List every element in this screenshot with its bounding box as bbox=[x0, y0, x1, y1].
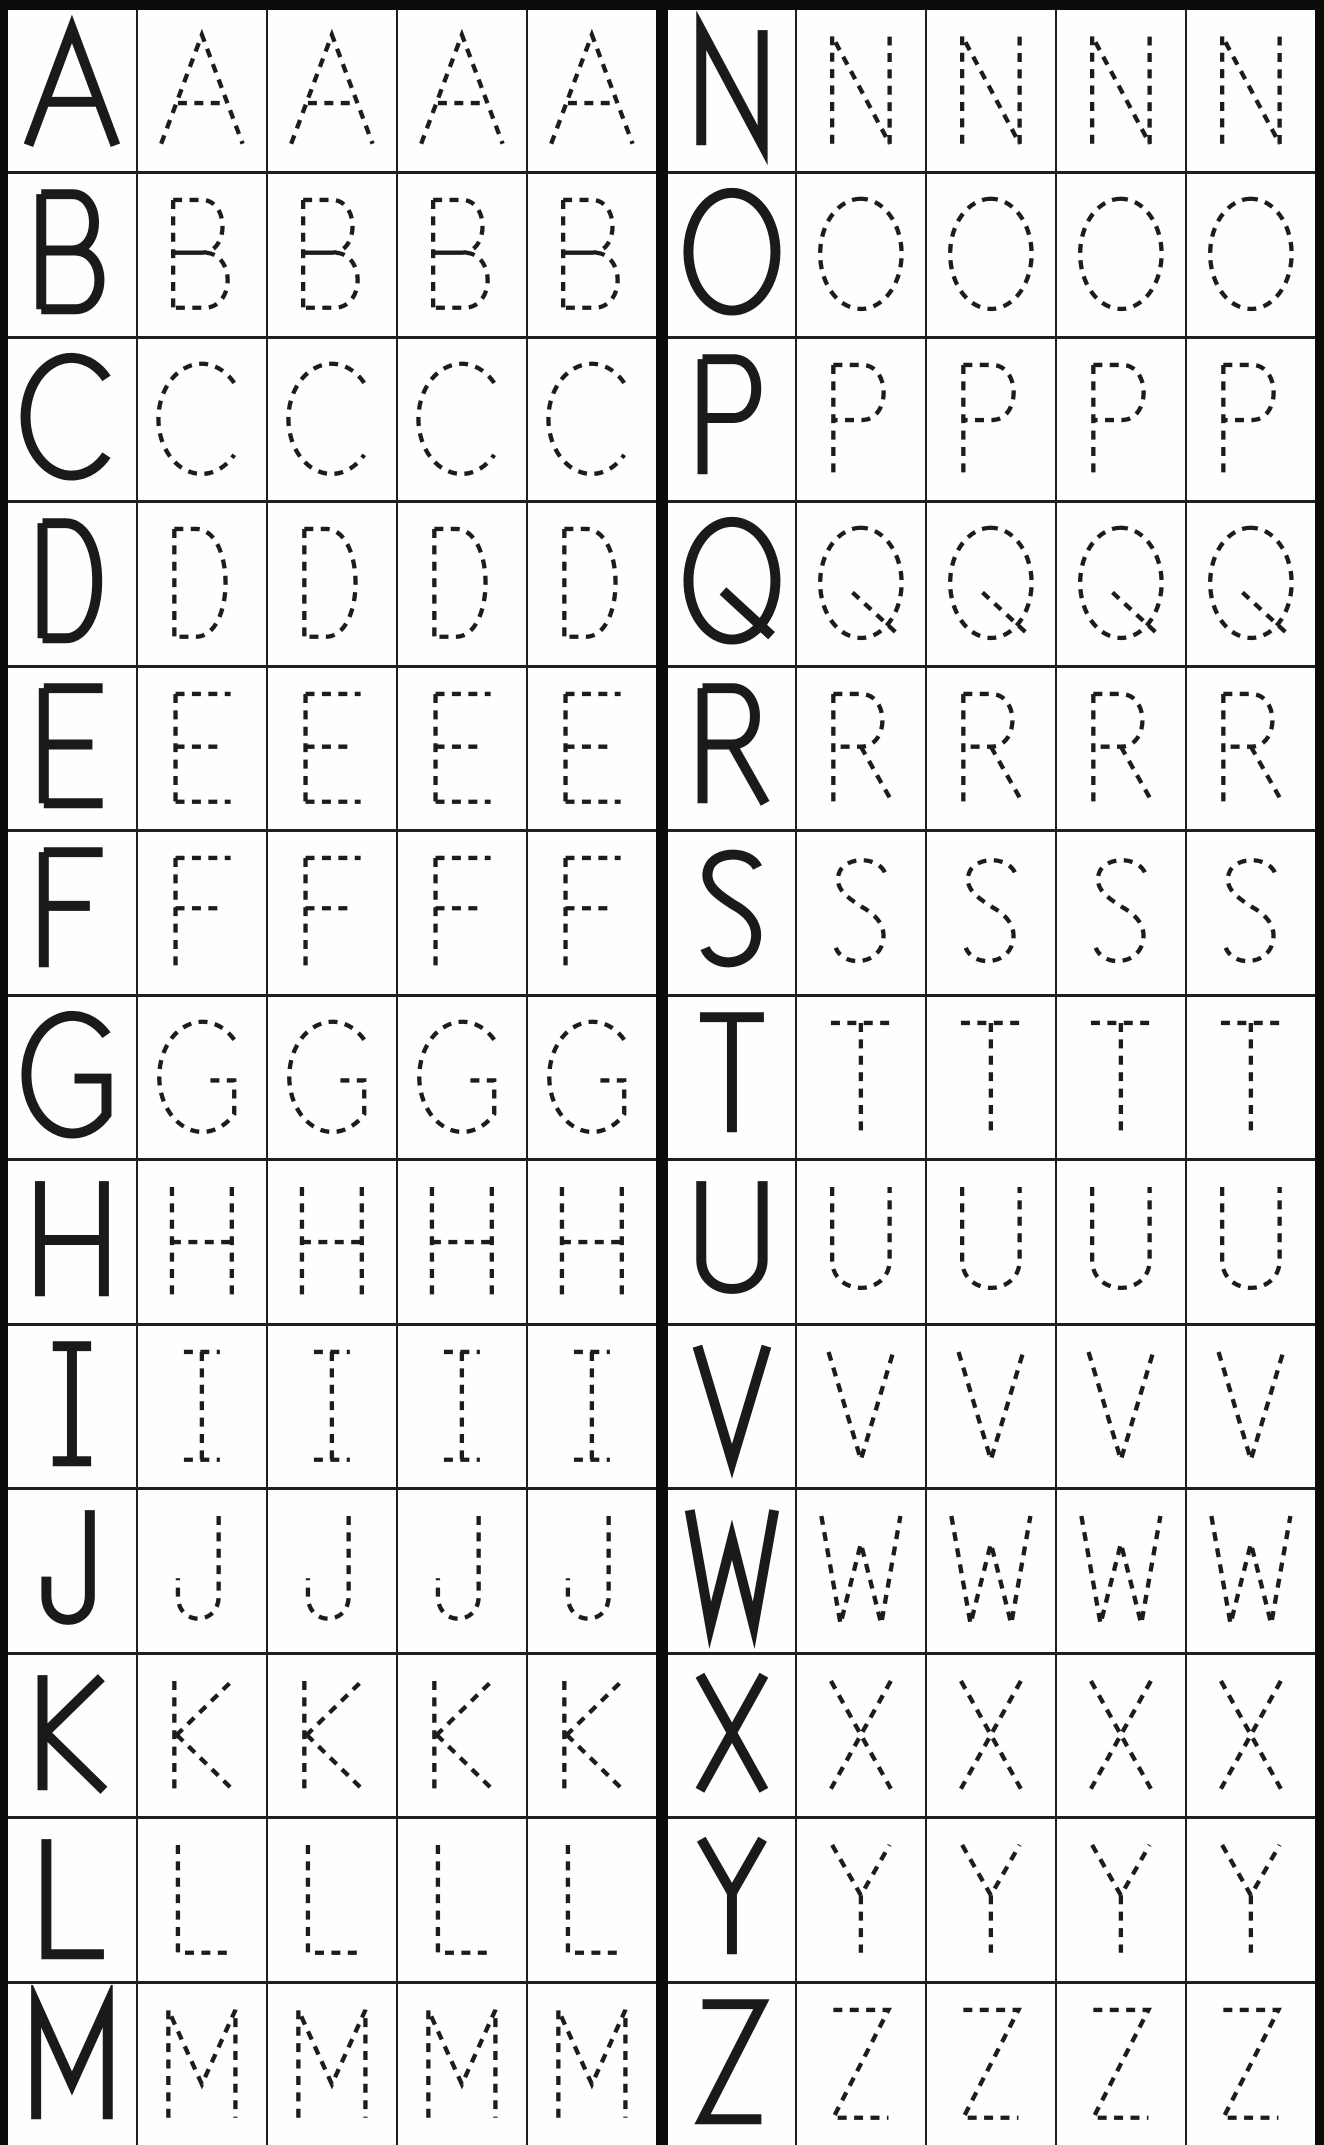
letter-Y-trace-glyph bbox=[931, 1827, 1051, 1971]
letter-N-trace-glyph bbox=[1191, 18, 1311, 162]
solid-letter-cell-G bbox=[8, 997, 136, 1158]
letter-L-solid-glyph bbox=[8, 1820, 136, 1980]
trace-letter-cell-L bbox=[528, 1819, 656, 1980]
trace-letter-cell-J bbox=[138, 1490, 266, 1651]
trace-letter-cell-X bbox=[797, 1655, 925, 1816]
trace-letter-cell-J bbox=[528, 1490, 656, 1651]
solid-letter-cell-K bbox=[8, 1655, 136, 1816]
trace-letter-cell-N bbox=[797, 10, 925, 171]
trace-letter-cell-N bbox=[927, 10, 1055, 171]
solid-letter-cell-S bbox=[668, 832, 796, 993]
letter-row-M bbox=[8, 1984, 656, 2145]
letter-row-W bbox=[668, 1490, 1316, 1651]
letter-R-trace-glyph bbox=[931, 676, 1051, 820]
letter-I-trace-glyph bbox=[142, 1334, 262, 1478]
letter-I-trace-glyph bbox=[532, 1334, 652, 1478]
trace-letter-cell-O bbox=[797, 174, 925, 335]
letter-Y-trace-glyph bbox=[801, 1827, 921, 1971]
letter-Y-trace-glyph bbox=[1061, 1827, 1181, 1971]
solid-letter-cell-E bbox=[8, 668, 136, 829]
letter-W-solid-glyph bbox=[668, 1491, 796, 1651]
trace-letter-cell-T bbox=[797, 997, 925, 1158]
letter-F-trace-glyph bbox=[532, 840, 652, 984]
letter-I-trace-glyph bbox=[402, 1334, 522, 1478]
letter-T-trace-glyph bbox=[1191, 1005, 1311, 1149]
letter-V-solid-glyph bbox=[668, 1327, 796, 1487]
letter-row-S bbox=[668, 832, 1316, 993]
trace-letter-cell-M bbox=[528, 1984, 656, 2145]
letter-W-trace-glyph bbox=[801, 1498, 921, 1642]
letter-K-trace-glyph bbox=[142, 1663, 262, 1807]
letter-Q-trace-glyph bbox=[931, 511, 1051, 655]
trace-letter-cell-B bbox=[528, 174, 656, 335]
trace-letter-cell-B bbox=[268, 174, 396, 335]
solid-letter-cell-C bbox=[8, 339, 136, 500]
right-panel bbox=[668, 10, 1316, 2145]
trace-letter-cell-L bbox=[398, 1819, 526, 1980]
letter-S-trace-glyph bbox=[1061, 840, 1181, 984]
letter-J-trace-glyph bbox=[272, 1498, 392, 1642]
trace-letter-cell-N bbox=[1187, 10, 1315, 171]
letter-row-R bbox=[668, 668, 1316, 829]
letter-U-trace-glyph bbox=[801, 1169, 921, 1313]
trace-letter-cell-H bbox=[268, 1161, 396, 1322]
trace-letter-cell-D bbox=[268, 503, 396, 664]
letter-X-solid-glyph bbox=[668, 1656, 796, 1816]
trace-letter-cell-U bbox=[927, 1161, 1055, 1322]
trace-letter-cell-W bbox=[1057, 1490, 1185, 1651]
letter-H-trace-glyph bbox=[272, 1169, 392, 1313]
letter-P-trace-glyph bbox=[1061, 347, 1181, 491]
letter-H-trace-glyph bbox=[532, 1169, 652, 1313]
letter-S-trace-glyph bbox=[801, 840, 921, 984]
letter-M-trace-glyph bbox=[532, 1992, 652, 2136]
letter-row-Z bbox=[668, 1984, 1316, 2145]
trace-letter-cell-A bbox=[528, 10, 656, 171]
trace-letter-cell-A bbox=[398, 10, 526, 171]
letter-L-trace-glyph bbox=[402, 1827, 522, 1971]
letter-I-solid-glyph bbox=[8, 1327, 136, 1487]
letter-D-trace-glyph bbox=[532, 511, 652, 655]
letter-N-trace-glyph bbox=[1061, 18, 1181, 162]
letter-C-trace-glyph bbox=[402, 347, 522, 491]
trace-letter-cell-P bbox=[797, 339, 925, 500]
letter-Q-trace-glyph bbox=[1191, 511, 1311, 655]
letter-S-solid-glyph bbox=[668, 833, 796, 993]
letter-row-F bbox=[8, 832, 656, 993]
trace-letter-cell-H bbox=[138, 1161, 266, 1322]
letter-A-trace-glyph bbox=[402, 18, 522, 162]
trace-letter-cell-F bbox=[138, 832, 266, 993]
trace-letter-cell-R bbox=[927, 668, 1055, 829]
letter-U-solid-glyph bbox=[668, 1162, 796, 1322]
letter-V-trace-glyph bbox=[1061, 1334, 1181, 1478]
letter-L-trace-glyph bbox=[142, 1827, 262, 1971]
trace-letter-cell-R bbox=[797, 668, 925, 829]
trace-letter-cell-Z bbox=[797, 1984, 925, 2145]
letter-N-trace-glyph bbox=[801, 18, 921, 162]
solid-letter-cell-B bbox=[8, 174, 136, 335]
letter-G-trace-glyph bbox=[142, 1005, 262, 1149]
letter-D-trace-glyph bbox=[272, 511, 392, 655]
trace-letter-cell-U bbox=[1187, 1161, 1315, 1322]
letter-O-trace-glyph bbox=[801, 182, 921, 326]
letter-R-trace-glyph bbox=[801, 676, 921, 820]
letter-F-trace-glyph bbox=[272, 840, 392, 984]
letter-row-K bbox=[8, 1655, 656, 1816]
letter-Q-trace-glyph bbox=[1061, 511, 1181, 655]
trace-letter-cell-Y bbox=[1187, 1819, 1315, 1980]
trace-letter-cell-M bbox=[138, 1984, 266, 2145]
trace-letter-cell-K bbox=[138, 1655, 266, 1816]
letter-E-trace-glyph bbox=[142, 676, 262, 820]
letter-U-trace-glyph bbox=[1061, 1169, 1181, 1313]
solid-letter-cell-A bbox=[8, 10, 136, 171]
letter-V-trace-glyph bbox=[801, 1334, 921, 1478]
solid-letter-cell-W bbox=[668, 1490, 796, 1651]
trace-letter-cell-S bbox=[797, 832, 925, 993]
letter-W-trace-glyph bbox=[1061, 1498, 1181, 1642]
letter-row-B bbox=[8, 174, 656, 335]
letter-P-solid-glyph bbox=[668, 340, 796, 500]
trace-letter-cell-R bbox=[1057, 668, 1185, 829]
letter-B-trace-glyph bbox=[532, 182, 652, 326]
trace-letter-cell-K bbox=[398, 1655, 526, 1816]
solid-letter-cell-R bbox=[668, 668, 796, 829]
trace-letter-cell-I bbox=[398, 1326, 526, 1487]
letter-D-solid-glyph bbox=[8, 504, 136, 664]
letter-I-trace-glyph bbox=[272, 1334, 392, 1478]
trace-letter-cell-Y bbox=[797, 1819, 925, 1980]
letter-L-trace-glyph bbox=[272, 1827, 392, 1971]
letter-Z-trace-glyph bbox=[1061, 1992, 1181, 2136]
letter-T-trace-glyph bbox=[1061, 1005, 1181, 1149]
letter-row-T bbox=[668, 997, 1316, 1158]
trace-letter-cell-W bbox=[1187, 1490, 1315, 1651]
letter-M-trace-glyph bbox=[142, 1992, 262, 2136]
trace-letter-cell-I bbox=[138, 1326, 266, 1487]
letter-H-trace-glyph bbox=[142, 1169, 262, 1313]
trace-letter-cell-A bbox=[268, 10, 396, 171]
trace-letter-cell-H bbox=[528, 1161, 656, 1322]
letter-Q-solid-glyph bbox=[668, 504, 796, 664]
letter-R-solid-glyph bbox=[668, 669, 796, 829]
letter-S-trace-glyph bbox=[931, 840, 1051, 984]
letter-A-trace-glyph bbox=[272, 18, 392, 162]
letter-T-solid-glyph bbox=[668, 998, 796, 1158]
solid-letter-cell-J bbox=[8, 1490, 136, 1651]
solid-letter-cell-D bbox=[8, 503, 136, 664]
trace-letter-cell-V bbox=[1187, 1326, 1315, 1487]
trace-letter-cell-F bbox=[528, 832, 656, 993]
trace-letter-cell-K bbox=[528, 1655, 656, 1816]
letter-row-N bbox=[668, 10, 1316, 171]
letter-G-trace-glyph bbox=[272, 1005, 392, 1149]
trace-letter-cell-E bbox=[138, 668, 266, 829]
letter-row-V bbox=[668, 1326, 1316, 1487]
letter-row-I bbox=[8, 1326, 656, 1487]
trace-letter-cell-O bbox=[1057, 174, 1185, 335]
trace-letter-cell-B bbox=[138, 174, 266, 335]
trace-letter-cell-H bbox=[398, 1161, 526, 1322]
trace-letter-cell-I bbox=[528, 1326, 656, 1487]
trace-letter-cell-T bbox=[1057, 997, 1185, 1158]
letter-B-trace-glyph bbox=[272, 182, 392, 326]
trace-letter-cell-D bbox=[398, 503, 526, 664]
letter-J-trace-glyph bbox=[142, 1498, 262, 1642]
trace-letter-cell-S bbox=[1057, 832, 1185, 993]
trace-letter-cell-Z bbox=[1057, 1984, 1185, 2145]
solid-letter-cell-X bbox=[668, 1655, 796, 1816]
letter-C-solid-glyph bbox=[8, 340, 136, 500]
trace-letter-cell-L bbox=[268, 1819, 396, 1980]
letter-N-trace-glyph bbox=[931, 18, 1051, 162]
letter-L-trace-glyph bbox=[532, 1827, 652, 1971]
letter-C-trace-glyph bbox=[142, 347, 262, 491]
trace-letter-cell-F bbox=[398, 832, 526, 993]
letter-W-trace-glyph bbox=[931, 1498, 1051, 1642]
letter-R-trace-glyph bbox=[1061, 676, 1181, 820]
letter-D-trace-glyph bbox=[402, 511, 522, 655]
trace-letter-cell-Q bbox=[1187, 503, 1315, 664]
letter-S-trace-glyph bbox=[1191, 840, 1311, 984]
letter-J-trace-glyph bbox=[532, 1498, 652, 1642]
trace-letter-cell-U bbox=[1057, 1161, 1185, 1322]
letter-A-trace-glyph bbox=[532, 18, 652, 162]
letter-M-trace-glyph bbox=[402, 1992, 522, 2136]
trace-letter-cell-C bbox=[398, 339, 526, 500]
trace-letter-cell-M bbox=[268, 1984, 396, 2145]
letter-K-trace-glyph bbox=[532, 1663, 652, 1807]
letter-F-trace-glyph bbox=[142, 840, 262, 984]
trace-letter-cell-O bbox=[927, 174, 1055, 335]
letter-X-trace-glyph bbox=[801, 1663, 921, 1807]
letter-Y-trace-glyph bbox=[1191, 1827, 1311, 1971]
letter-row-J bbox=[8, 1490, 656, 1651]
letter-X-trace-glyph bbox=[1191, 1663, 1311, 1807]
letter-B-trace-glyph bbox=[402, 182, 522, 326]
trace-letter-cell-I bbox=[268, 1326, 396, 1487]
trace-letter-cell-Q bbox=[797, 503, 925, 664]
letter-row-C bbox=[8, 339, 656, 500]
letter-A-trace-glyph bbox=[142, 18, 262, 162]
letter-B-trace-glyph bbox=[142, 182, 262, 326]
trace-letter-cell-V bbox=[927, 1326, 1055, 1487]
letter-D-trace-glyph bbox=[142, 511, 262, 655]
trace-letter-cell-C bbox=[528, 339, 656, 500]
letter-O-solid-glyph bbox=[668, 175, 796, 335]
center-divider bbox=[656, 10, 668, 2145]
letter-row-U bbox=[668, 1161, 1316, 1322]
letter-row-A bbox=[8, 10, 656, 171]
trace-letter-cell-U bbox=[797, 1161, 925, 1322]
letter-G-trace-glyph bbox=[532, 1005, 652, 1149]
letter-O-trace-glyph bbox=[931, 182, 1051, 326]
trace-letter-cell-Q bbox=[927, 503, 1055, 664]
letter-K-trace-glyph bbox=[272, 1663, 392, 1807]
trace-letter-cell-T bbox=[1187, 997, 1315, 1158]
solid-letter-cell-H bbox=[8, 1161, 136, 1322]
trace-letter-cell-W bbox=[927, 1490, 1055, 1651]
trace-letter-cell-Z bbox=[1187, 1984, 1315, 2145]
solid-letter-cell-Z bbox=[668, 1984, 796, 2145]
letter-E-solid-glyph bbox=[8, 669, 136, 829]
trace-letter-cell-Y bbox=[927, 1819, 1055, 1980]
letter-N-solid-glyph bbox=[668, 11, 796, 171]
trace-letter-cell-A bbox=[138, 10, 266, 171]
letter-T-trace-glyph bbox=[801, 1005, 921, 1149]
letter-Z-trace-glyph bbox=[931, 1992, 1051, 2136]
trace-letter-cell-K bbox=[268, 1655, 396, 1816]
trace-letter-cell-C bbox=[268, 339, 396, 500]
trace-letter-cell-G bbox=[138, 997, 266, 1158]
trace-letter-cell-P bbox=[1057, 339, 1185, 500]
trace-letter-cell-N bbox=[1057, 10, 1185, 171]
solid-letter-cell-O bbox=[668, 174, 796, 335]
letter-X-trace-glyph bbox=[1061, 1663, 1181, 1807]
letter-J-solid-glyph bbox=[8, 1491, 136, 1651]
solid-letter-cell-L bbox=[8, 1819, 136, 1980]
letter-B-solid-glyph bbox=[8, 175, 136, 335]
solid-letter-cell-Y bbox=[668, 1819, 796, 1980]
trace-letter-cell-J bbox=[268, 1490, 396, 1651]
letter-F-trace-glyph bbox=[402, 840, 522, 984]
trace-letter-cell-V bbox=[1057, 1326, 1185, 1487]
letter-O-trace-glyph bbox=[1061, 182, 1181, 326]
solid-letter-cell-I bbox=[8, 1326, 136, 1487]
letter-Y-solid-glyph bbox=[668, 1820, 796, 1980]
trace-letter-cell-T bbox=[927, 997, 1055, 1158]
trace-letter-cell-D bbox=[138, 503, 266, 664]
trace-letter-cell-S bbox=[927, 832, 1055, 993]
letter-row-P bbox=[668, 339, 1316, 500]
letter-row-G bbox=[8, 997, 656, 1158]
trace-letter-cell-C bbox=[138, 339, 266, 500]
trace-letter-cell-M bbox=[398, 1984, 526, 2145]
solid-letter-cell-V bbox=[668, 1326, 796, 1487]
letter-row-E bbox=[8, 668, 656, 829]
letter-W-trace-glyph bbox=[1191, 1498, 1311, 1642]
solid-letter-cell-Q bbox=[668, 503, 796, 664]
letter-V-trace-glyph bbox=[931, 1334, 1051, 1478]
trace-letter-cell-E bbox=[268, 668, 396, 829]
trace-letter-cell-L bbox=[138, 1819, 266, 1980]
letter-T-trace-glyph bbox=[931, 1005, 1051, 1149]
solid-letter-cell-U bbox=[668, 1161, 796, 1322]
trace-letter-cell-X bbox=[927, 1655, 1055, 1816]
letter-K-solid-glyph bbox=[8, 1656, 136, 1816]
trace-letter-cell-V bbox=[797, 1326, 925, 1487]
letter-G-trace-glyph bbox=[402, 1005, 522, 1149]
letter-row-D bbox=[8, 503, 656, 664]
letter-H-trace-glyph bbox=[402, 1169, 522, 1313]
trace-letter-cell-O bbox=[1187, 174, 1315, 335]
letter-row-O bbox=[668, 174, 1316, 335]
solid-letter-cell-M bbox=[8, 1984, 136, 2145]
letter-E-trace-glyph bbox=[402, 676, 522, 820]
trace-letter-cell-G bbox=[528, 997, 656, 1158]
letter-Z-trace-glyph bbox=[801, 1992, 921, 2136]
letter-E-trace-glyph bbox=[532, 676, 652, 820]
letter-row-Q bbox=[668, 503, 1316, 664]
letter-A-solid-glyph bbox=[8, 11, 136, 171]
trace-letter-cell-G bbox=[268, 997, 396, 1158]
letter-R-trace-glyph bbox=[1191, 676, 1311, 820]
letter-C-trace-glyph bbox=[272, 347, 392, 491]
letter-row-Y bbox=[668, 1819, 1316, 1980]
trace-letter-cell-G bbox=[398, 997, 526, 1158]
solid-letter-cell-P bbox=[668, 339, 796, 500]
trace-letter-cell-E bbox=[398, 668, 526, 829]
trace-letter-cell-P bbox=[927, 339, 1055, 500]
letter-M-trace-glyph bbox=[272, 1992, 392, 2136]
letter-G-solid-glyph bbox=[8, 998, 136, 1158]
letter-P-trace-glyph bbox=[801, 347, 921, 491]
trace-letter-cell-B bbox=[398, 174, 526, 335]
letter-Z-solid-glyph bbox=[668, 1985, 796, 2145]
trace-letter-cell-D bbox=[528, 503, 656, 664]
left-panel bbox=[8, 10, 656, 2145]
letter-row-H bbox=[8, 1161, 656, 1322]
trace-letter-cell-Y bbox=[1057, 1819, 1185, 1980]
letter-P-trace-glyph bbox=[1191, 347, 1311, 491]
letter-V-trace-glyph bbox=[1191, 1334, 1311, 1478]
letter-O-trace-glyph bbox=[1191, 182, 1311, 326]
trace-letter-cell-R bbox=[1187, 668, 1315, 829]
letter-M-solid-glyph bbox=[8, 1985, 136, 2145]
trace-letter-cell-X bbox=[1057, 1655, 1185, 1816]
letter-C-trace-glyph bbox=[532, 347, 652, 491]
trace-letter-cell-F bbox=[268, 832, 396, 993]
letter-U-trace-glyph bbox=[1191, 1169, 1311, 1313]
trace-letter-cell-W bbox=[797, 1490, 925, 1651]
trace-letter-cell-Z bbox=[927, 1984, 1055, 2145]
trace-letter-cell-Q bbox=[1057, 503, 1185, 664]
letter-Q-trace-glyph bbox=[801, 511, 921, 655]
letter-F-solid-glyph bbox=[8, 833, 136, 993]
letter-J-trace-glyph bbox=[402, 1498, 522, 1642]
solid-letter-cell-T bbox=[668, 997, 796, 1158]
trace-letter-cell-J bbox=[398, 1490, 526, 1651]
letter-Z-trace-glyph bbox=[1191, 1992, 1311, 2136]
letter-row-X bbox=[668, 1655, 1316, 1816]
trace-letter-cell-X bbox=[1187, 1655, 1315, 1816]
letter-U-trace-glyph bbox=[931, 1169, 1051, 1313]
trace-letter-cell-S bbox=[1187, 832, 1315, 993]
letter-E-trace-glyph bbox=[272, 676, 392, 820]
letter-H-solid-glyph bbox=[8, 1162, 136, 1322]
letter-K-trace-glyph bbox=[402, 1663, 522, 1807]
solid-letter-cell-N bbox=[668, 10, 796, 171]
letter-X-trace-glyph bbox=[931, 1663, 1051, 1807]
trace-letter-cell-P bbox=[1187, 339, 1315, 500]
solid-letter-cell-F bbox=[8, 832, 136, 993]
trace-letter-cell-E bbox=[528, 668, 656, 829]
letter-row-L bbox=[8, 1819, 656, 1980]
letter-P-trace-glyph bbox=[931, 347, 1051, 491]
